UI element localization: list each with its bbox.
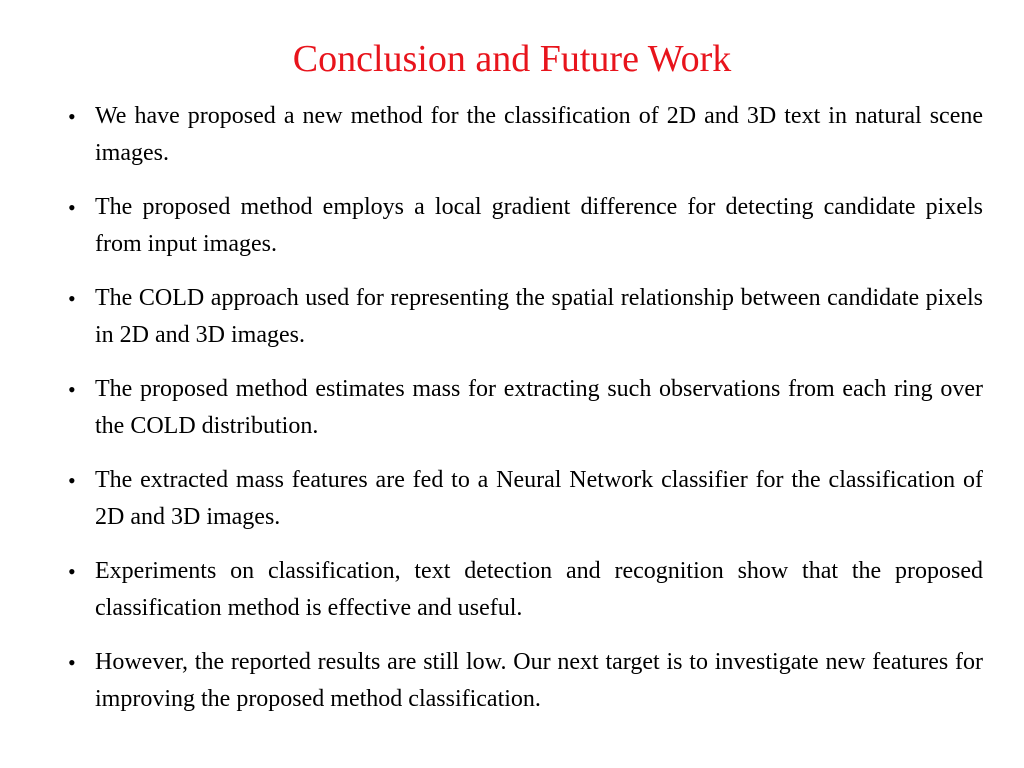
- bullet-icon: •: [68, 286, 76, 311]
- bullet-icon: •: [68, 104, 76, 129]
- bullet-list: [64, 98, 983, 735]
- bullet-icon: •: [68, 559, 76, 584]
- bullet-icon: •: [68, 377, 76, 402]
- bullet-text: The proposed method employs a local gradient difference for detecting candidate pixels from input images.: [95, 194, 983, 257]
- bullet-item: [64, 98, 983, 172]
- bullet-text: Experiments on classification, text detection and recognition show that the proposed classification method is effective and useful.: [95, 558, 983, 621]
- bullet-text: The proposed method estimates mass for extracting such observations from each ring over the COLD distribution.: [95, 376, 983, 439]
- slide-title: Conclusion and Future Work: [292, 38, 732, 80]
- bullet-item: [64, 644, 983, 718]
- bullet-icon: •: [68, 468, 76, 493]
- bullet-item: [64, 462, 983, 536]
- bullet-text: The extracted mass features are fed to a Neural Network classifier for the classification of 2D and 3D images.: [95, 467, 983, 530]
- bullet-item: [64, 189, 983, 263]
- bullet-item: [64, 553, 983, 627]
- bullet-text: We have proposed a new method for the classification of 2D and 3D text in natural scene images.: [95, 103, 983, 166]
- bullet-text: The COLD approach used for representing the spatial relationship between candidate pixels in 2D and 3D images.: [95, 285, 983, 348]
- bullet-item: [64, 371, 983, 445]
- bullet-text: However, the reported results are still low. Our next target is to investigate new features for improving the proposed method classification.: [95, 649, 983, 712]
- bullet-icon: •: [68, 195, 76, 220]
- bullet-item: [64, 280, 983, 354]
- bullet-icon: •: [68, 650, 76, 675]
